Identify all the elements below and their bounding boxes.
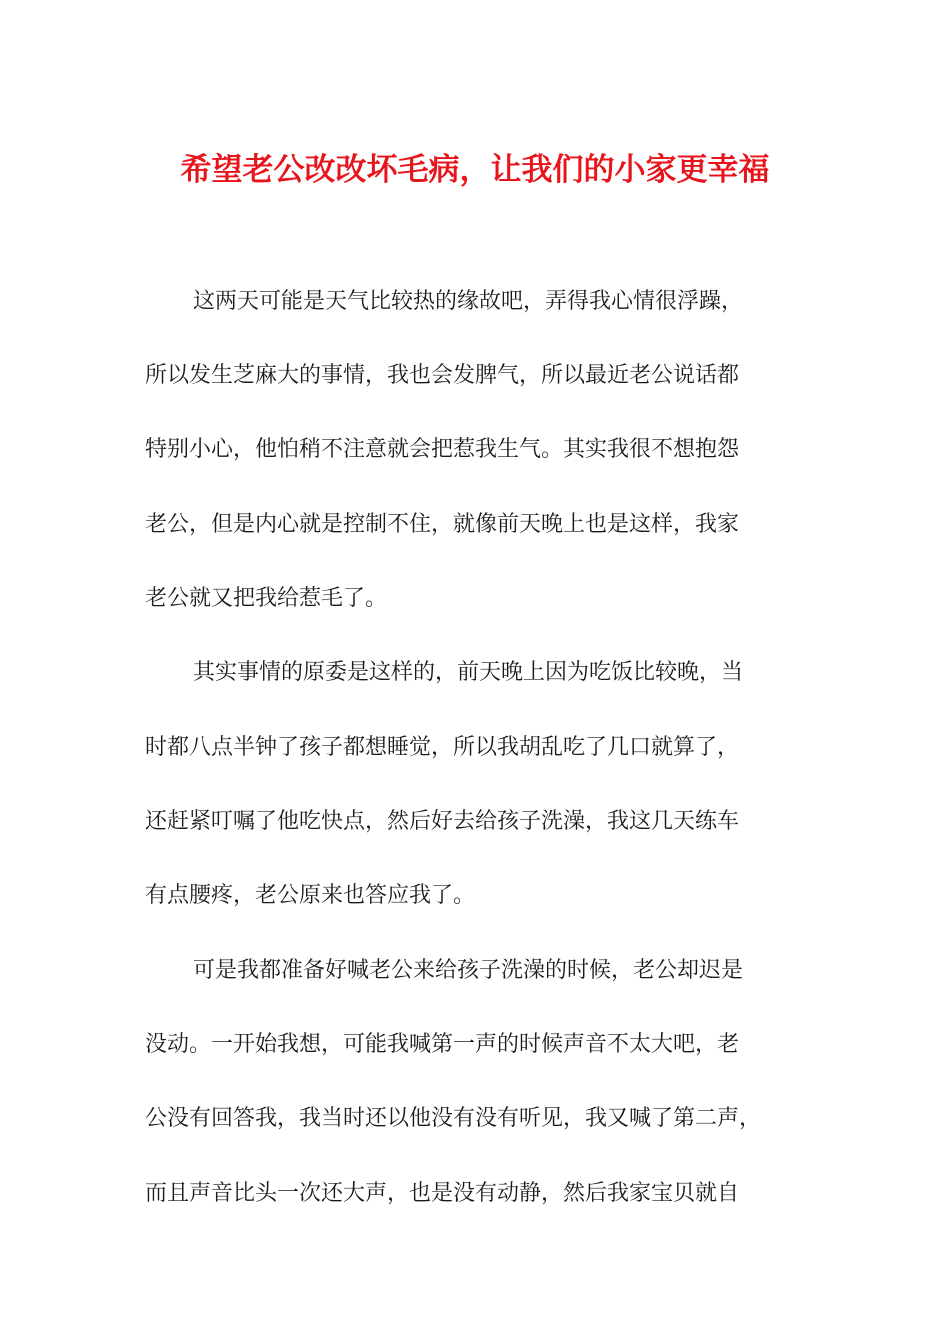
- paragraph-line: 而且声音比头一次还大声，也是没有动静，然后我家宝贝就自: [145, 1181, 740, 1206]
- paragraph-line: 其实事情的原委是这样的，前天晚上因为吃饭比较晚，当: [193, 660, 744, 685]
- paragraph-line: 时都八点半钟了孩子都想睡觉，所以我胡乱吃了几口就算了，: [145, 735, 740, 760]
- paragraph-line: 还赶紧叮嘱了他吃快点，然后好去给孩子洗澡，我这几天练车: [145, 809, 740, 834]
- document-title: 希望老公改改坏毛病，让我们的小家更幸福: [180, 152, 770, 188]
- paragraph-line: 这两天可能是天气比较热的缘故吧，弄得我心情很浮躁，: [193, 289, 744, 314]
- paragraph-line: 特别小心，他怕稍不注意就会把惹我生气。其实我很不想抱怨: [145, 437, 740, 462]
- paragraph-line: 老公就又把我给惹毛了。: [145, 586, 388, 611]
- paragraph-line: 没动。一开始我想，可能我喊第一声的时候声音不太大吧，老: [145, 1032, 740, 1057]
- paragraph-line: 公没有回答我，我当时还以他没有没有听见，我又喊了第二声，: [145, 1106, 762, 1131]
- paragraph-line: 所以发生芝麻大的事情，我也会发脾气，所以最近老公说话都: [145, 363, 740, 388]
- paragraph-line: 老公，但是内心就是控制不住，就像前天晚上也是这样，我家: [145, 512, 740, 537]
- paragraph-line: 可是我都准备好喊老公来给孩子洗澡的时候，老公却迟是: [193, 958, 744, 983]
- paragraph-line: 有点腰疼，老公原来也答应我了。: [145, 883, 476, 908]
